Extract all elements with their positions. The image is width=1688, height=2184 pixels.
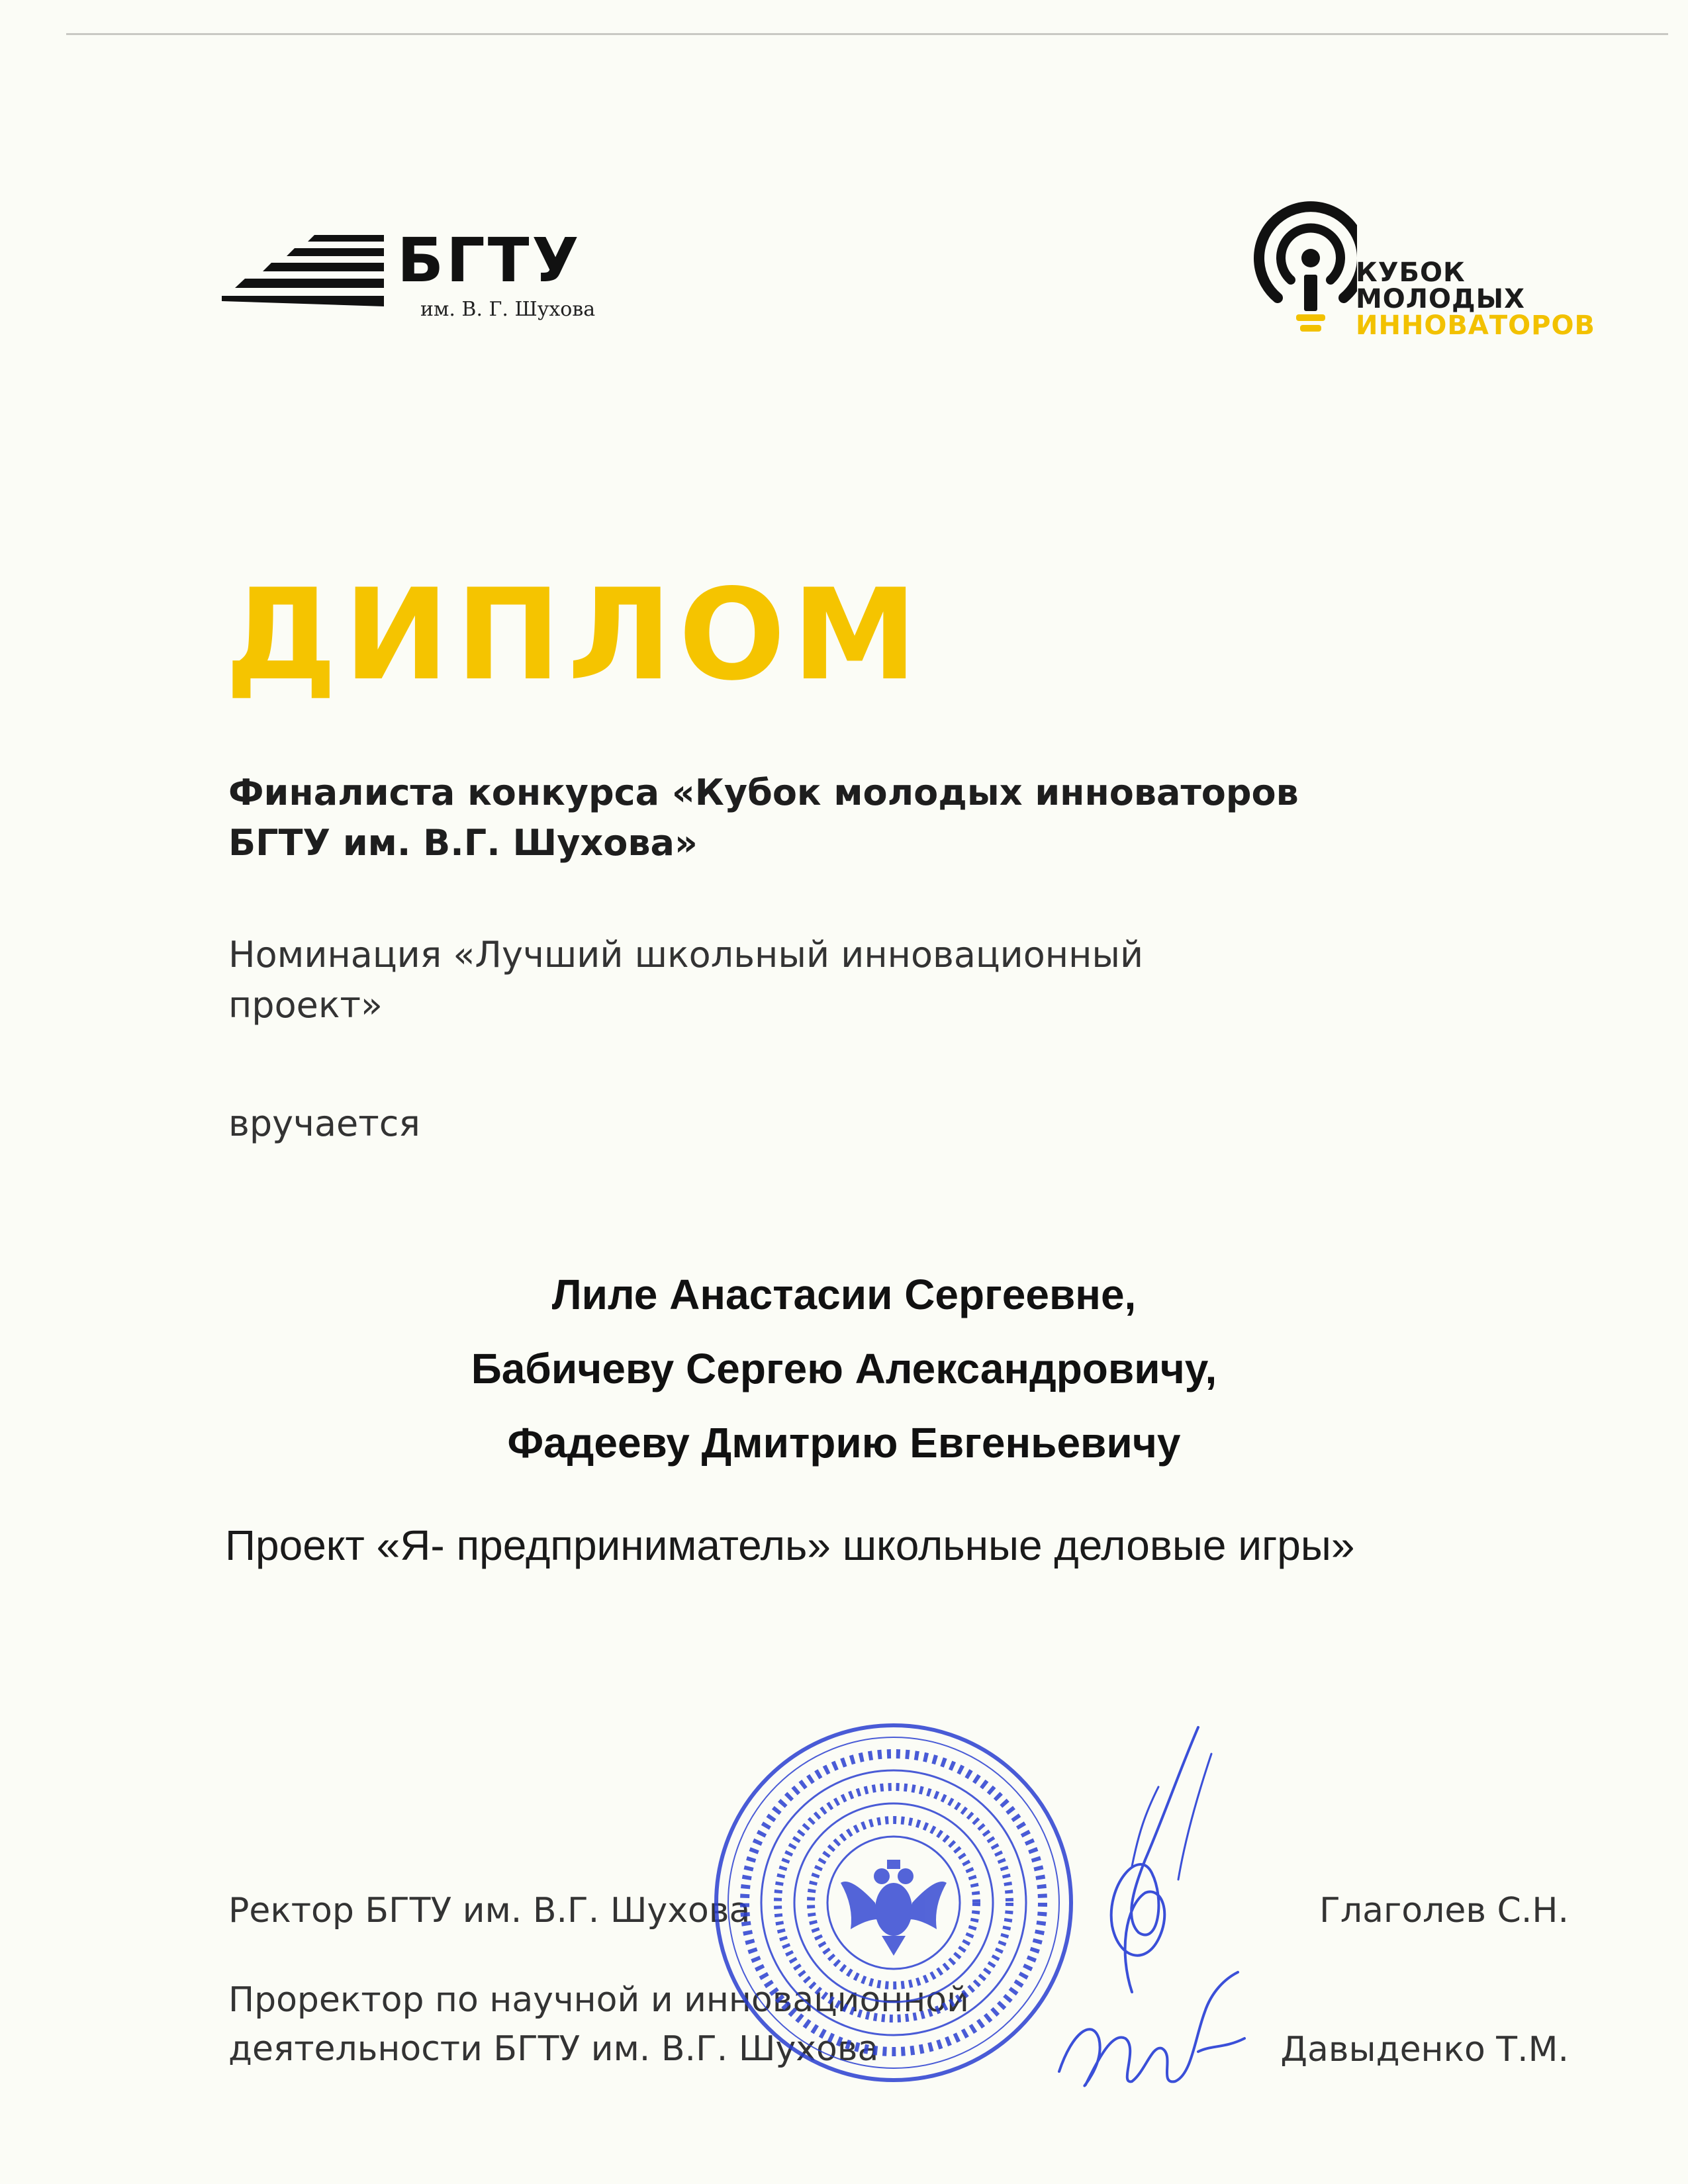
prorector-position-line: Проректор по научной и инновационной	[228, 1980, 969, 2020]
nomination-text	[228, 930, 1453, 1030]
finalist-text	[228, 768, 1585, 868]
recipients-list	[0, 1257, 1688, 1480]
eagle-emblem-icon	[841, 1860, 947, 1956]
awarded-text: вручается	[228, 1103, 420, 1144]
rector-name: Глаголев С.Н.	[1319, 1891, 1569, 1931]
bgtu-logo	[222, 225, 626, 328]
prorector-name: Давыденко Т.М.	[1280, 2030, 1569, 2070]
cup-logo-line2: МОЛОДЫХ	[1356, 284, 1525, 314]
cup-logo-line3: ИННОВАТОРОВ	[1356, 310, 1595, 341]
nomination-line: Номинация «Лучший школьный инновационный	[228, 934, 1144, 976]
finalist-line: БГТУ им. В.Г. Шухова»	[228, 822, 698, 864]
finalist-line: Финалиста конкурса «Кубок молодых инноваторов	[228, 772, 1299, 813]
bgtu-name: БГТУ	[397, 225, 582, 296]
prorector-signature	[1046, 1959, 1258, 2105]
diploma-title: ДИПЛОМ	[225, 562, 924, 708]
lightbulb-signal-icon	[1251, 182, 1357, 341]
project-title: Проект «Я- предприниматель» школьные деловые игры»	[225, 1522, 1355, 1569]
rector-position: Ректор БГТУ им. В.Г. Шухова	[228, 1891, 751, 1931]
recipient-name: Лиле Анастасии Сергеевне,	[551, 1271, 1137, 1318]
scan-edge	[66, 33, 1668, 35]
bgtu-subtitle: им. В. Г. Шухова	[420, 298, 596, 321]
recipient-name: Фадееву Дмитрию Евгеньевичу	[507, 1419, 1181, 1467]
recipient-name: Бабичеву Сергею Александровичу,	[471, 1345, 1217, 1392]
official-seal-stamp	[708, 1717, 1079, 2088]
nomination-line: проект»	[228, 984, 383, 1026]
cup-logo-line1: КУБОК	[1356, 257, 1466, 288]
bgtu-stripes-icon	[222, 235, 394, 314]
prorector-position-line: деятельности БГТУ им. В.Г. Шухова	[228, 2029, 879, 2069]
cup-logo	[1251, 182, 1595, 341]
